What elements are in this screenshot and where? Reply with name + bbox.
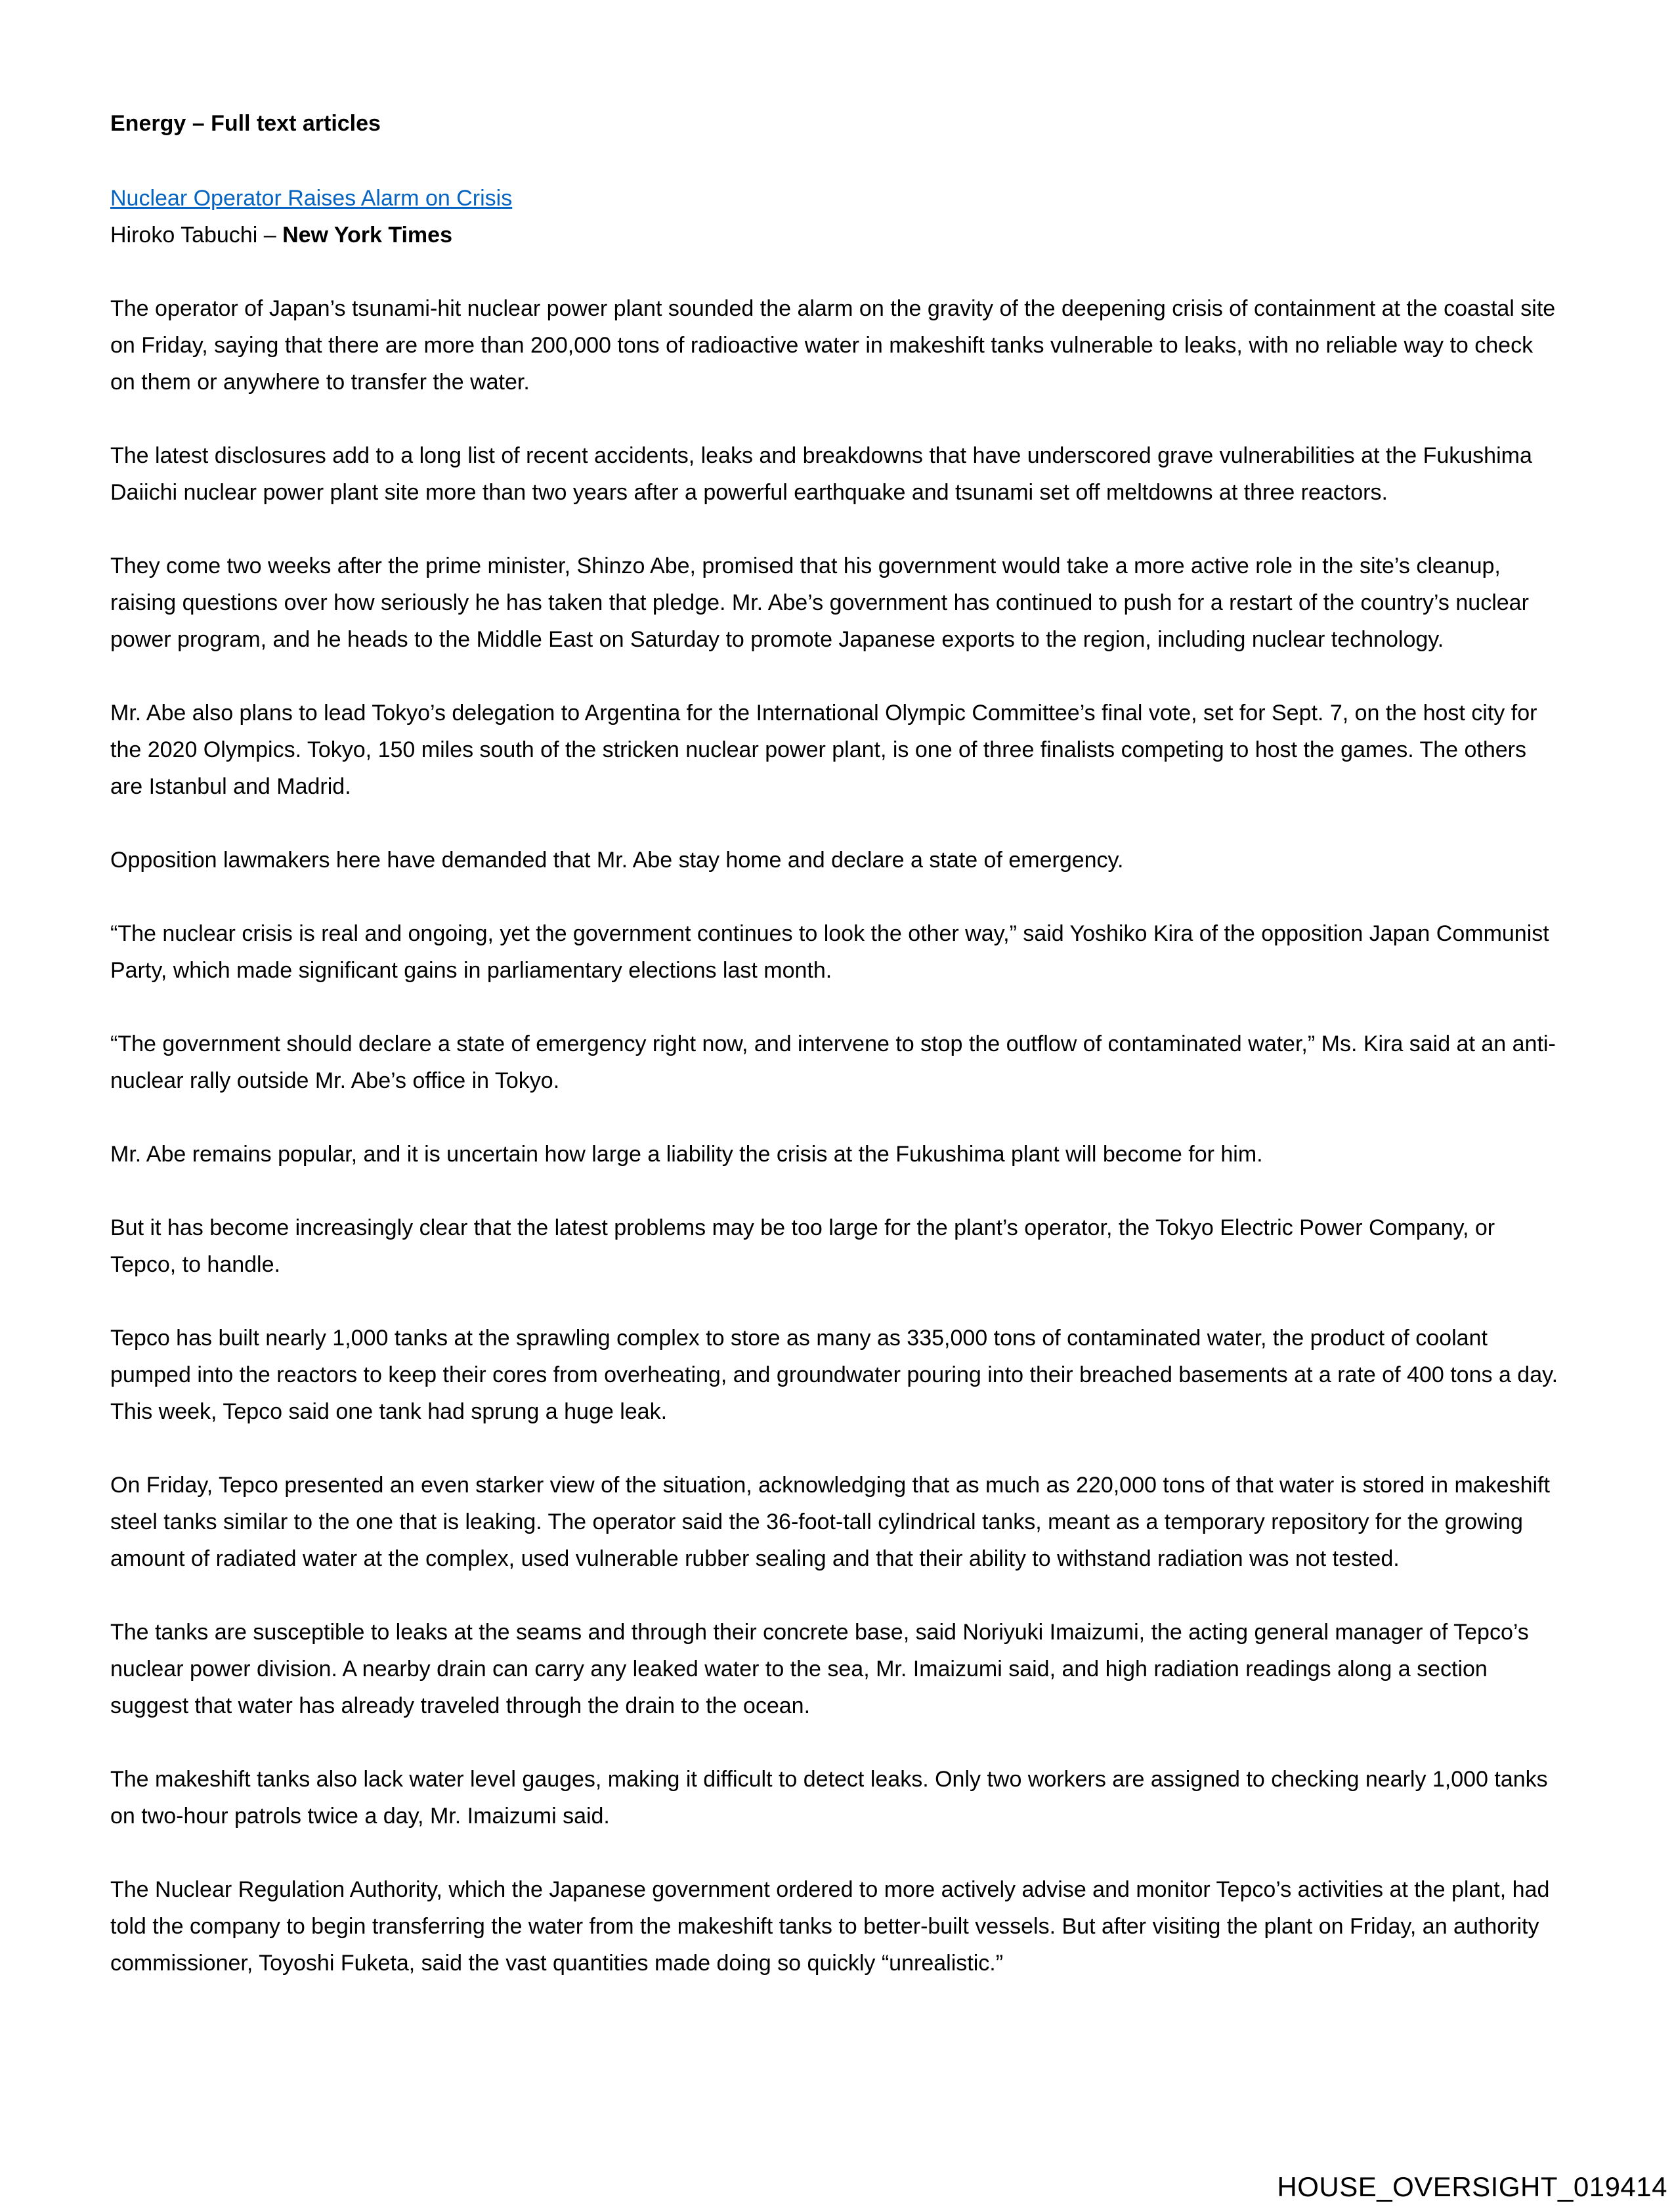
paragraph: They come two weeks after the prime minister, Shinzo Abe, promised that his government would take a more active role in the site’s cleanup, raising questions over how seriously he has taken that pledge. Mr. Abe’s government has continued to push for a restart of the country’s nuclear power program, and he heads to the Middle East on Saturday to promote Japanese exports to the region, including nuclear technology. — [110, 553, 1529, 652]
paragraph: The makeshift tanks also lack water level gauges, making it difficult to detect leaks. Only two workers are assigned to checking nearly 1,000 tanks on two-hour patrols twice a day, Mr. Imaizumi said. — [110, 1767, 1548, 1829]
paragraph: “The nuclear crisis is real and ongoing, yet the government continues to look the other way,” said Yoshiko Kira of the opposition Japan Communist Party, which made significant gains in parliamentary elections last month. — [110, 921, 1549, 983]
paragraph: The operator of Japan’s tsunami-hit nuclear power plant sounded the alarm on the gravity of the deepening crisis of containment at the coastal site on Friday, saying that there are more than 200,000 tons of radioactive water in makeshift tanks vulnerable to leaks, with no reliable way to check on them or anywhere to transfer the water. — [110, 296, 1556, 395]
article-body — [110, 290, 1564, 1982]
article-header — [110, 180, 1564, 253]
paragraph: The tanks are susceptible to leaks at the seams and through their concrete base, said Noriyuki Imaizumi, the acting general manager of Tepco’s nuclear power division. A nearby drain can carry any leaked water to the sea, Mr. Imaizumi said, and high radiation readings along a section suggest that water has already traveled through the drain to the ocean. — [110, 1620, 1529, 1718]
paragraph: Tepco has built nearly 1,000 tanks at the sprawling complex to store as many as 335,000 tons of contaminated water, the product of coolant pumped into the reactors to keep their cores from overheating, and groundwater pouring into their breached basements at a rate of 400 tons a day. This week, Tepco said one tank had sprung a huge leak. — [110, 1326, 1558, 1424]
article-title-link[interactable]: Nuclear Operator Raises Alarm on Crisis — [110, 186, 513, 211]
paragraph: On Friday, Tepco presented an even starker view of the situation, acknowledging that as much as 220,000 tons of that water is stored in makeshift steel tanks similar to the one that is leaking. The operator said the 36-foot-tall cylindrical tanks, meant as a temporary repository for the growing amount of radiated water at the complex, used vulnerable rubber sealing and that their ability to withstand radiation was not tested. — [110, 1473, 1550, 1571]
byline-source: New York Times — [282, 223, 452, 248]
paragraph: The Nuclear Regulation Authority, which the Japanese government ordered to more actively advise and monitor Tepco’s activities at the plant, had told the company to begin transferring the water from the makeshift tanks to better-built vessels. But after visiting the plant on Friday, an authority commissioner, Toyoshi Fuketa, said the vast quantities made doing so quickly “unrealistic.” — [110, 1877, 1550, 1976]
paragraph: Mr. Abe remains popular, and it is uncertain how large a liability the crisis at the Fukushima plant will become for him. — [110, 1142, 1263, 1167]
document-title: Energy – Full text articles — [110, 111, 381, 136]
paragraph: “The government should declare a state of emergency right now, and intervene to stop the outflow of contaminated water,” Ms. Kira said at an anti-nuclear rally outside Mr. Abe’s office in Tokyo. — [110, 1031, 1556, 1093]
paragraph: But it has become increasingly clear that the latest problems may be too large for the plant’s operator, the Tokyo Electric Power Company, or Tepco, to handle. — [110, 1215, 1495, 1277]
byline — [110, 217, 1564, 253]
paragraph: Opposition lawmakers here have demanded that Mr. Abe stay home and declare a state of emergency. — [110, 848, 1124, 873]
paragraph: The latest disclosures add to a long list of recent accidents, leaks and breakdowns that have underscored grave vulnerabilities at the Fukushima Daiichi nuclear power plant site more than two years after a powerful earthquake and tsunami set off meltdowns at three reactors. — [110, 443, 1532, 505]
paragraph: Mr. Abe also plans to lead Tokyo’s delegation to Argentina for the International Olympic Committee’s final vote, set for Sept. 7, on the host city for the 2020 Olympics. Tokyo, 150 miles south of the stricken nuclear power plant, is one of three finalists competing to host the games. The others are Istanbul and Madrid. — [110, 701, 1537, 799]
byline-author: Hiroko Tabuchi – — [110, 223, 283, 248]
bates-number: HOUSE_OVERSIGHT_019414 — [1277, 2171, 1667, 2202]
